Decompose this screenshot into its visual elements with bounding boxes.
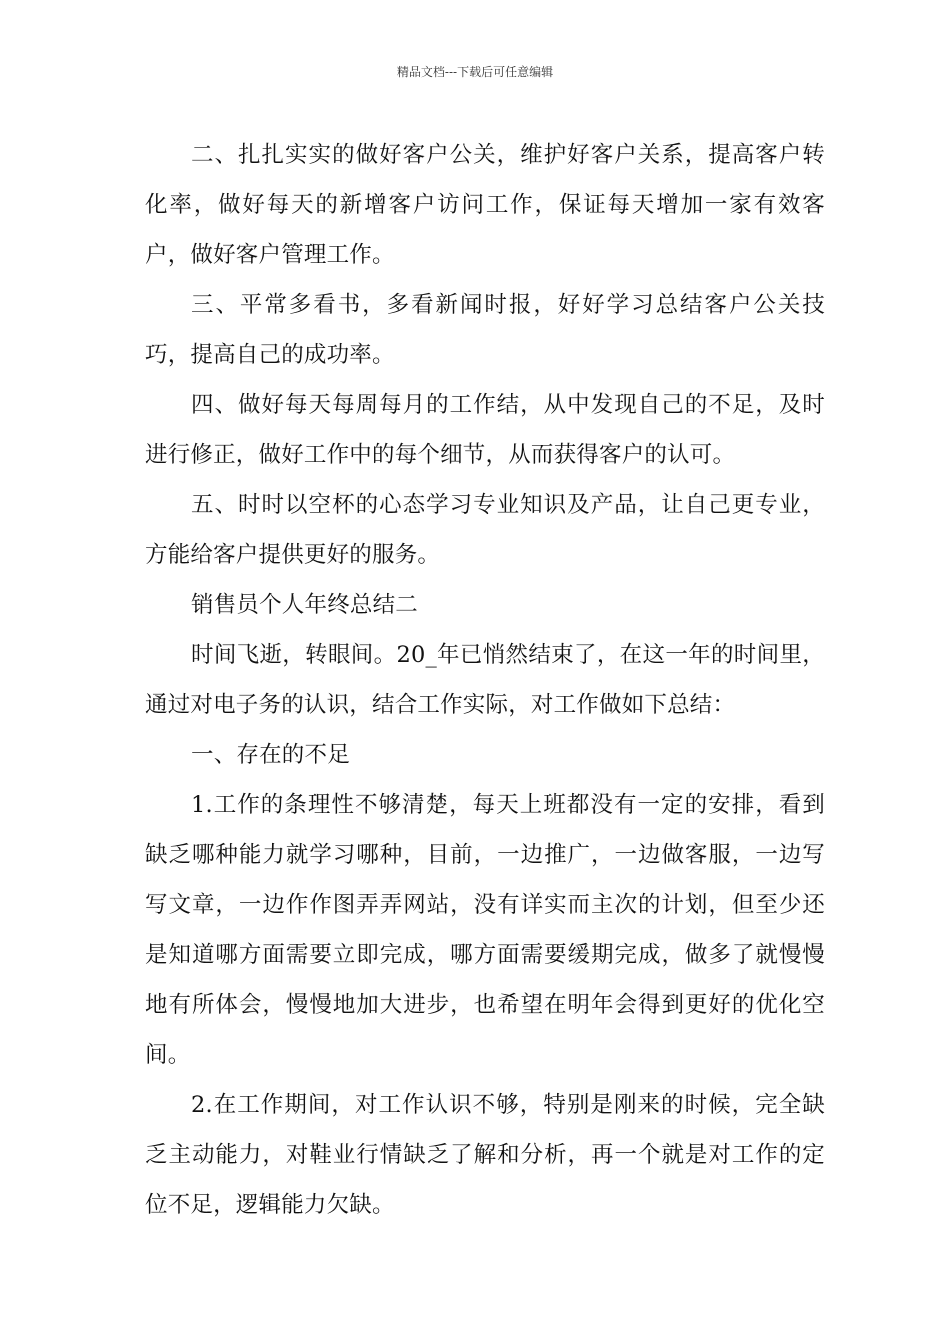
paragraph-item-5: 五、时时以空杯的心态学习专业知识及产品，让自己更专业，方能给客户提供更好的服务。 <box>145 492 825 568</box>
numbered-paragraph-1: 1.工作的条理性不够清楚，每天上班都没有一定的安排，看到缺乏哪种能力就学习哪种，目前，一边推广，一边做客服，一边写写文章，一边作作图弄弄网站，没有详实而主次的计划，但至少还是知道哪方面需要立即完成，哪方面需要缓期完成，做多了就慢慢地有所体会，慢慢地加大进步，也希望在明年会得到更好的优化空间。 <box>145 792 825 1068</box>
page-header: 精品文档---下载后可任意编辑 <box>396 65 554 79</box>
numbered-paragraph-2: 2.在工作期间，对工作认识不够，特别是刚来的时候，完全缺乏主动能力，对鞋业行情缺乏了解和分析，再一个就是对工作的定位不足，逻辑能力欠缺。 <box>145 1092 825 1218</box>
paragraph-item-4: 四、做好每天每周每月的工作结，从中发现自己的不足，及时进行修正，做好工作中的每个细节，从而获得客户的认可。 <box>145 392 825 468</box>
paragraph-item-3: 三、平常多看书，多看新闻时报，好好学习总结客户公关技巧，提高自己的成功率。 <box>145 292 825 368</box>
paragraph-item-2: 二、扎扎实实的做好客户公关，维护好客户关系，提高客户转化率，做好每天的新增客户访问工作，保证每天增加一家有效客户，做好客户管理工作。 <box>145 142 825 268</box>
subsection-heading: 一、存在的不足 <box>191 742 350 768</box>
section-title: 销售员个人年终总结二 <box>191 592 419 618</box>
intro-paragraph: 时间飞逝，转眼间。20_年已悄然结束了，在这一年的时间里，通过对电子务的认识，结合工作实际，对工作做如下总结： <box>145 642 825 718</box>
document-body <box>145 130 825 1230</box>
